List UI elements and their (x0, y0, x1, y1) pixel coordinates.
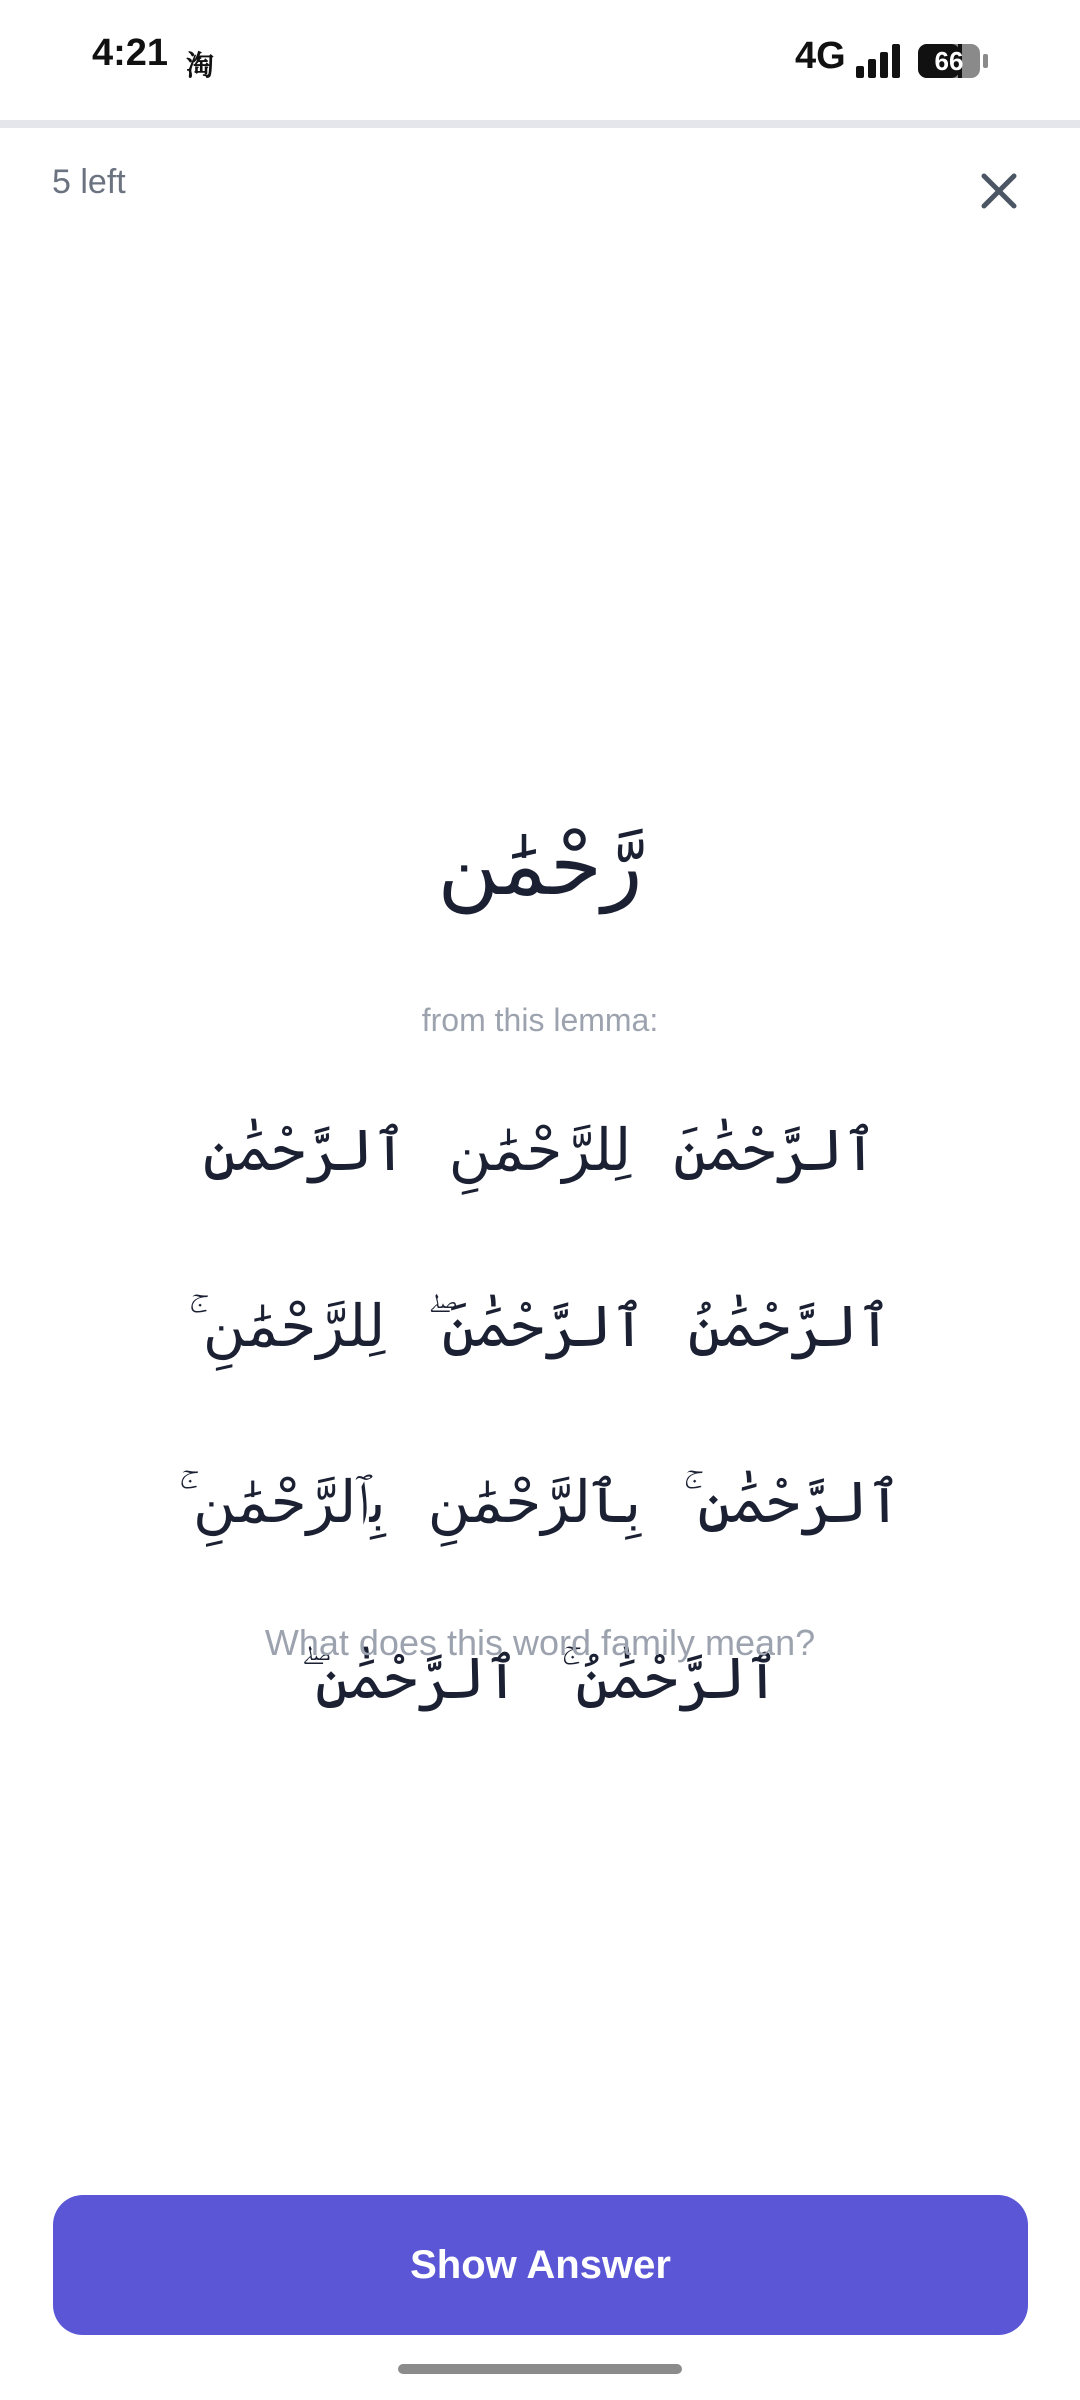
word-form: ٱلرَّحْمَٰنُ (687, 1292, 892, 1360)
question-prompt: What does this word family mean? (264, 1622, 816, 1663)
word-form: ٱلرَّحْمَٰنِ (202, 1116, 407, 1184)
remaining-count: 5 left (52, 163, 126, 201)
taobao-icon: 淘 (186, 49, 215, 82)
show-answer-button[interactable]: Show Answer (53, 2195, 1028, 2335)
word-form: ٱلرَّحْمَٰنَ (673, 1116, 878, 1184)
lemma-word: رَّحْمَٰن (437, 816, 643, 914)
home-indicator[interactable] (398, 2364, 682, 2374)
network-type: 4G (795, 35, 846, 77)
word-form: لِلرَّحْمَٰنِ ۚ (188, 1292, 386, 1360)
word-form: ٱلرَّحْمَٰنَ ۖ (427, 1292, 646, 1360)
close-button[interactable] (968, 160, 1030, 222)
header-divider (0, 120, 1080, 128)
lemma-caption: from this lemma: (421, 1002, 659, 1038)
battery-level: 66 (934, 46, 964, 76)
word-form: ٱلرَّحْمَٰنِ ۚ (683, 1468, 902, 1536)
word-form: ٱلرَّحْمَٰنِ ۖ (300, 1644, 519, 1712)
status-bar (0, 0, 1080, 120)
word-form: بِٱلرَّحْمَٰنِ (427, 1468, 642, 1536)
close-icon (980, 172, 1018, 210)
status-time: 4:21 (92, 32, 169, 74)
signal-icon (856, 44, 902, 78)
word-form: لِلرَّحْمَٰنِ (448, 1116, 632, 1184)
word-form: ٱلرَّحْمَٰنُ ۚ (561, 1644, 780, 1712)
word-form: بِٱلرَّحْمَٰنِ ۚ (178, 1468, 386, 1536)
